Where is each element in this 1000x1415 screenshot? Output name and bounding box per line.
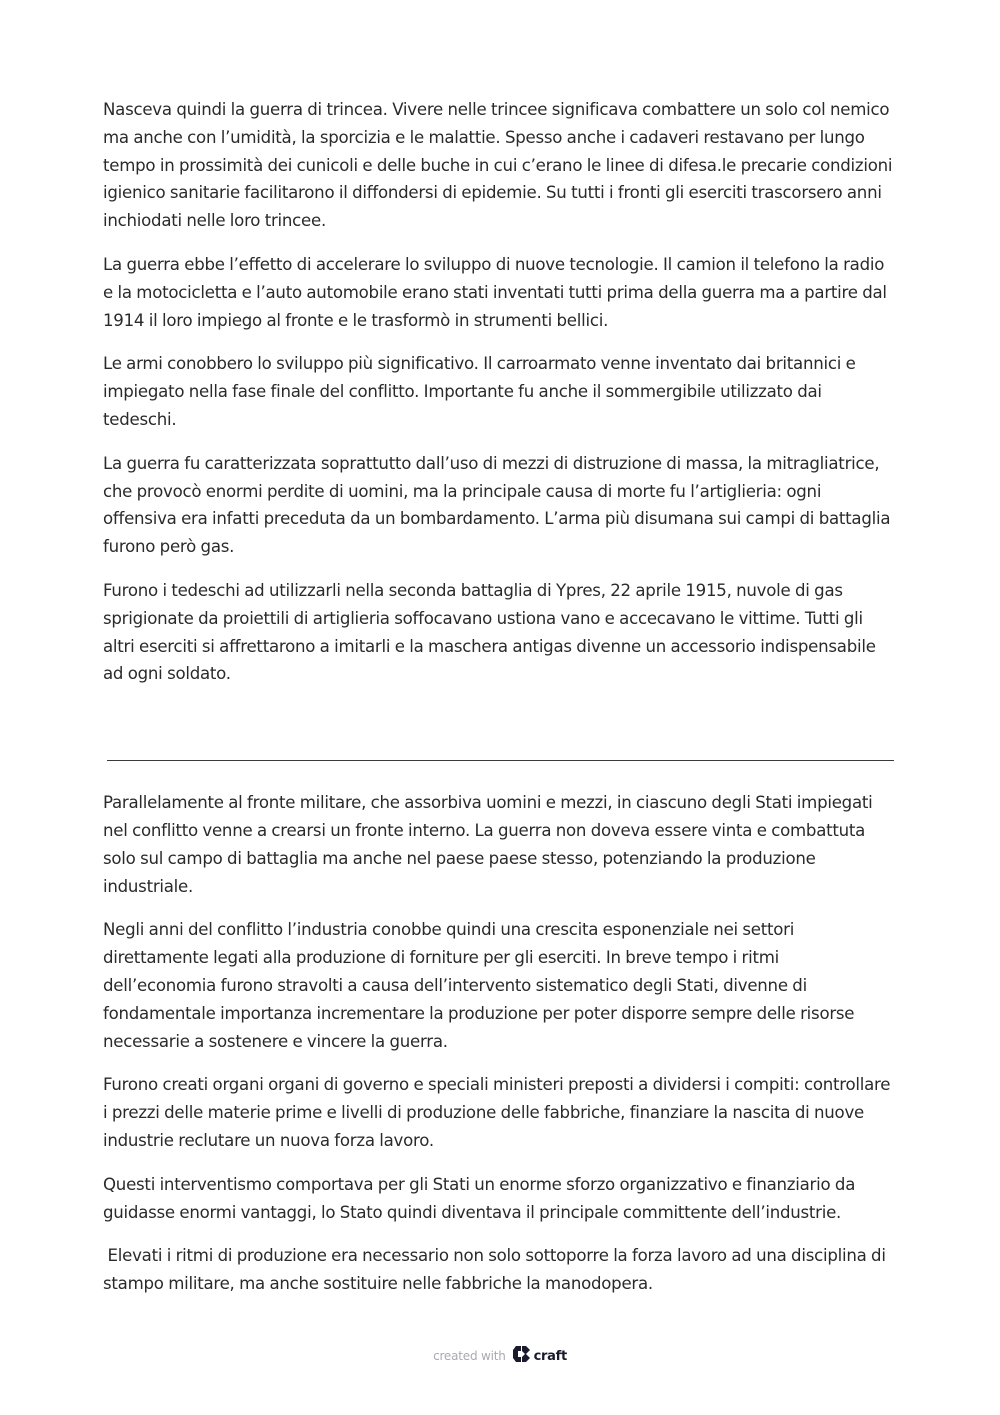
paragraph: La guerra ebbe l’effetto di accelerare lo sviluppo di nuove tecnologie. Il camion il telefono la radio e la motocicletta e l’auto automobile erano stati inventati tutti prima della guerra ma a partire dal 1914 il loro impiego al fronte e le trasformò in strumenti bellici. — [103, 254, 892, 330]
section-two — [103, 789, 895, 1298]
section-divider — [107, 760, 894, 761]
paragraph: Negli anni del conflitto l’industria conobbe quindi una crescita esponenziale nei settori direttamente legati alla produzione di forniture per gli eserciti. In breve tempo i ritmi dell’economia furono stravolti a causa dell’intervento sistematico degli Stati, divenne di fondamentale importanza incrementare la produzione per poter disporre sempre delle risorse necessarie a sostenere e vincere la guerra. — [103, 920, 859, 1051]
created-with-label: created with — [433, 1349, 506, 1363]
paragraph: Furono creati organi organi di governo e speciali ministeri preposti a dividersi i compiti: controllare i prezzi delle materie prime e livelli di produzione delle fabbriche, finanziare la nascita di nuove industrie reclutare un nuova forza lavoro. — [103, 1075, 895, 1150]
paragraph: Elevati i ritmi di produzione era necessario non solo sottoporre la forza lavoro ad una disciplina di stampo militare, ma anche sostituire nelle fabbriche la manodopera. — [103, 1246, 891, 1294]
section-one — [103, 96, 895, 688]
craft-logo-icon — [512, 1345, 531, 1367]
footer — [0, 1345, 1000, 1367]
craft-brand-link[interactable] — [512, 1345, 567, 1367]
document-body — [103, 96, 895, 1314]
paragraph: Le armi conobbero lo sviluppo più significativo. Il carroarmato venne inventato dai britannici e impiegato nella fase finale del conflitto. Importante fu anche il sommergibile utilizzato dai tedeschi. — [103, 354, 861, 429]
paragraph: Questi interventismo comportava per gli Stati un enorme sforzo organizzativo e finanziario da guidasse enormi vantaggi, lo Stato quindi diventava il principale committente dell’industrie. — [103, 1174, 860, 1222]
paragraph: Furono i tedeschi ad utilizzarli nella seconda battaglia di Ypres, 22 aprile 1915, nuvole di gas sprigionate da proiettili di artiglieria soffocavano ustiona vano e accecavano le vittime. Tutti gli altri eserciti si affrettarono a imitarli e la maschera antigas divenne un accessorio indispensabile ad ogni soldato. — [103, 580, 881, 684]
paragraph: Nasceva quindi la guerra di trincea. Vivere nelle trincee significava combattere un solo col nemico ma anche con l’umidità, la sporcizia e le malattie. Spesso anche i cadaveri restavano per lungo tempo in prossimità dei cunicoli e delle buche in cui c’erano le linee di difesa.le precarie condizioni igienico sanitarie facilitarono il diffondersi di epidemie. Su tutti i fronti gli eserciti trascorsero anni inchiodati nelle loro trincee. — [103, 100, 897, 231]
craft-brand-name: craft — [533, 1348, 567, 1364]
paragraph: La guerra fu caratterizzata soprattutto dall’uso di mezzi di distruzione di massa, la mitragliatrice, che provocò enormi perdite di uomini, ma la principale causa di morte fu l’artiglieria: ogni offensiva era infatti preceduta da un bombardamento. L’arma più disumana sui campi di battaglia furono però gas. — [103, 453, 895, 557]
paragraph: Parallelamente al fronte militare, che assorbiva uomini e mezzi, in ciascuno degli Stati impiegati nel conflitto venne a crearsi un fronte interno. La guerra non doveva essere vinta e combattuta solo sul campo di battaglia ma anche nel paese paese stesso, potenziando la produzione industriale. — [103, 793, 878, 896]
